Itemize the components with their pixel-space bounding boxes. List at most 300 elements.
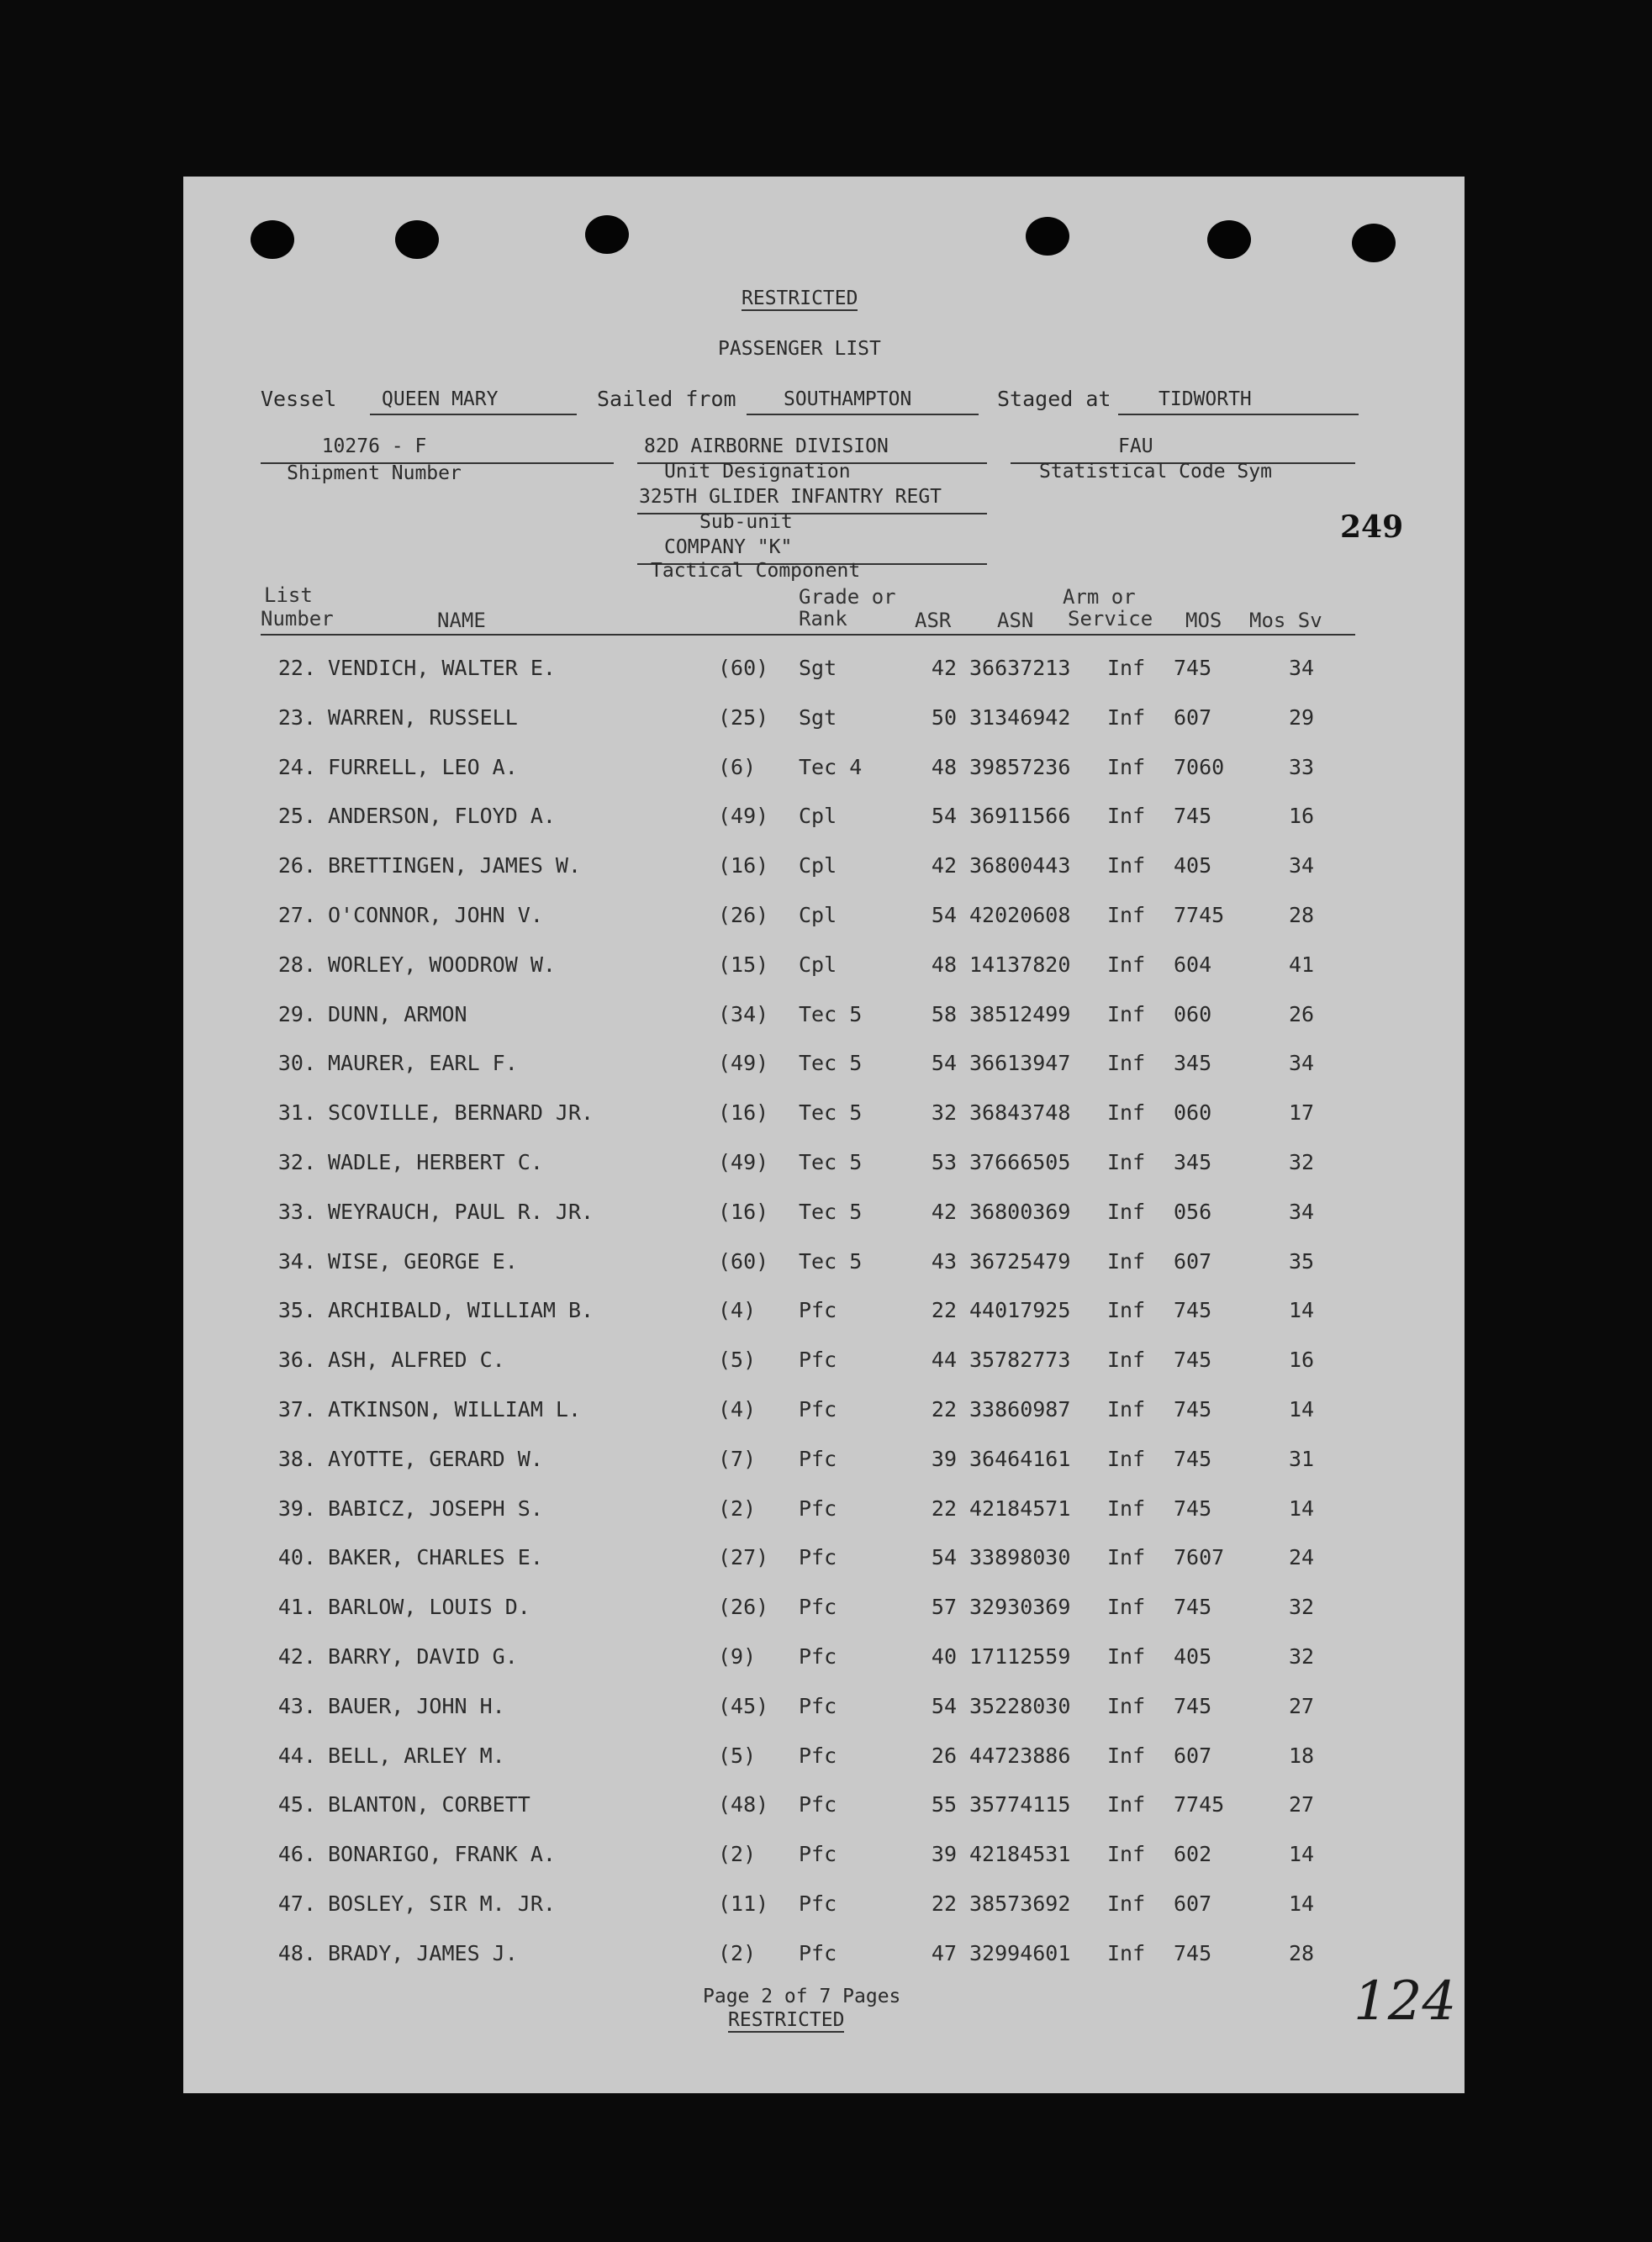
asr: 54 [931, 1545, 957, 1570]
mos-sv: 33 [1288, 754, 1315, 779]
col-grade-line2: Rank [799, 607, 847, 630]
table-row [183, 1496, 1465, 1530]
list-number: 22. [277, 656, 316, 680]
passenger-name: WISE, GEORGE E. [328, 1248, 518, 1274]
mos-sv: 34 [1288, 1051, 1315, 1076]
mos-sv: 35 [1288, 1248, 1315, 1274]
parenthetical-number: (60) [718, 1248, 769, 1274]
table-row [183, 853, 1465, 887]
table-row [183, 1743, 1465, 1777]
grade: Tec 5 [799, 1150, 863, 1174]
asn: 36843748 [969, 1100, 1071, 1126]
arm-or-service: Inf [1107, 1001, 1146, 1026]
list-number: 31. [277, 1100, 316, 1126]
mos: 604 [1174, 952, 1212, 977]
passenger-name: O'CONNOR, JOHN V. [328, 903, 543, 927]
list-number: 29. [277, 1001, 316, 1026]
stamped-page-number: 249 [1340, 509, 1404, 545]
asn: 36613947 [969, 1051, 1071, 1076]
asr: 42 [931, 1199, 957, 1224]
arm-or-service: Inf [1107, 1940, 1146, 1965]
asn: 38573692 [969, 1891, 1071, 1916]
table-row [183, 903, 1465, 936]
mos-sv: 28 [1288, 903, 1315, 927]
passenger-name: BLANTON, CORBETT [328, 1792, 530, 1817]
punch-hole [585, 215, 629, 254]
mos-sv: 31 [1288, 1446, 1315, 1471]
arm-or-service: Inf [1107, 1743, 1146, 1768]
asn: 42184571 [969, 1496, 1071, 1521]
punch-hole [251, 220, 294, 259]
sailed-from-label: Sailed from [597, 387, 736, 411]
mos-sv: 16 [1288, 804, 1315, 829]
asr: 42 [931, 656, 957, 680]
list-number: 38. [277, 1446, 316, 1471]
mos-sv: 29 [1288, 704, 1315, 730]
mos: 345 [1174, 1150, 1212, 1174]
arm-or-service: Inf [1107, 1446, 1146, 1471]
parenthetical-number: (60) [718, 656, 769, 680]
mos: 405 [1174, 1644, 1212, 1669]
arm-or-service: Inf [1107, 1100, 1146, 1126]
passenger-name: BELL, ARLEY M. [328, 1743, 505, 1768]
table-row [183, 1447, 1465, 1480]
asn: 35228030 [969, 1693, 1071, 1718]
mos-sv: 17 [1288, 1100, 1315, 1126]
arm-or-service: Inf [1107, 1248, 1146, 1274]
asr: 54 [931, 1693, 957, 1718]
grade: Sgt [799, 656, 837, 680]
arm-or-service: Inf [1107, 1693, 1146, 1718]
arm-or-service: Inf [1107, 1792, 1146, 1817]
list-number: 45. [277, 1792, 316, 1817]
table-row [183, 1348, 1465, 1381]
mos: 056 [1174, 1199, 1212, 1224]
asr: 44 [931, 1348, 957, 1373]
table-row [183, 1100, 1465, 1134]
asn: 36637213 [969, 656, 1071, 680]
mos-sv: 41 [1288, 952, 1315, 977]
arm-or-service: Inf [1107, 1842, 1146, 1867]
parenthetical-number: (25) [718, 704, 769, 730]
mos: 060 [1174, 1001, 1212, 1026]
asr: 58 [931, 1001, 957, 1026]
arm-or-service: Inf [1107, 1595, 1146, 1620]
asr: 22 [931, 1298, 957, 1323]
parenthetical-number: (5) [718, 1743, 757, 1768]
table-row [183, 1002, 1465, 1036]
table-row [183, 1694, 1465, 1728]
table-row [183, 1200, 1465, 1233]
mos: 745 [1174, 1397, 1212, 1422]
sailed-from-value: SOUTHAMPTON [784, 388, 912, 410]
table-row [183, 1595, 1465, 1628]
mos-sv: 14 [1288, 1842, 1315, 1867]
parenthetical-number: (5) [718, 1348, 757, 1373]
col-list-number-line1: List [264, 583, 313, 607]
asn: 44017925 [969, 1298, 1071, 1323]
passenger-name: WORLEY, WOODROW W. [328, 952, 556, 977]
list-number: 36. [277, 1348, 316, 1373]
grade: Pfc [799, 1644, 837, 1669]
unit-designation: 82D AIRBORNE DIVISION [644, 435, 889, 457]
table-row [183, 1941, 1465, 1975]
asn: 38512499 [969, 1001, 1071, 1026]
grade: Cpl [799, 853, 837, 878]
asn: 39857236 [969, 754, 1071, 779]
grade: Cpl [799, 952, 837, 977]
grade: Tec 5 [799, 1248, 863, 1274]
list-number: 44. [277, 1743, 316, 1768]
asr: 57 [931, 1595, 957, 1620]
passenger-name: VENDICH, WALTER E. [328, 656, 556, 680]
passenger-name: MAURER, EARL F. [328, 1051, 518, 1076]
asr: 48 [931, 952, 957, 977]
arm-or-service: Inf [1107, 1891, 1146, 1916]
passenger-name: BARLOW, LOUIS D. [328, 1595, 530, 1620]
list-number: 40. [277, 1545, 316, 1570]
document-page [183, 177, 1465, 2093]
staged-at-label: Staged at [997, 387, 1111, 411]
list-number: 35. [277, 1298, 316, 1323]
table-row [183, 1792, 1465, 1826]
grade: Pfc [799, 1940, 837, 1965]
col-mos: MOS [1185, 609, 1222, 632]
asr: 22 [931, 1891, 957, 1916]
mos-sv: 34 [1288, 853, 1315, 878]
staged-at-underline [1118, 414, 1359, 415]
mos-sv: 34 [1288, 1199, 1315, 1224]
table-row [183, 1397, 1465, 1431]
mos: 607 [1174, 1248, 1212, 1274]
asr: 40 [931, 1644, 957, 1669]
asr: 54 [931, 903, 957, 927]
asn: 17112559 [969, 1644, 1071, 1669]
passenger-name: WARREN, RUSSELL [328, 704, 518, 730]
asn: 33860987 [969, 1397, 1071, 1422]
sub-unit: 325TH GLIDER INFANTRY REGT [639, 486, 942, 508]
vessel-value: QUEEN MARY [382, 388, 499, 410]
asn: 42020608 [969, 903, 1071, 927]
passenger-name: ASH, ALFRED C. [328, 1348, 505, 1373]
classification-bottom: RESTRICTED [728, 2009, 845, 2031]
passenger-name: BAKER, CHARLES E. [328, 1545, 543, 1570]
asr: 48 [931, 754, 957, 779]
asr: 32 [931, 1100, 957, 1126]
asr: 26 [931, 1743, 957, 1768]
mos-sv: 14 [1288, 1891, 1315, 1916]
parenthetical-number: (7) [718, 1446, 757, 1471]
mos: 602 [1174, 1842, 1212, 1867]
grade: Pfc [799, 1496, 837, 1521]
mos: 745 [1174, 656, 1212, 680]
asr: 39 [931, 1842, 957, 1867]
parenthetical-number: (2) [718, 1842, 757, 1867]
asr: 47 [931, 1940, 957, 1965]
mos-sv: 16 [1288, 1348, 1315, 1373]
list-number: 46. [277, 1842, 316, 1867]
asn: 37666505 [969, 1150, 1071, 1174]
col-asr: ASR [915, 609, 952, 632]
asr: 39 [931, 1446, 957, 1471]
col-list-number-line2: Number [261, 607, 334, 630]
asr: 50 [931, 704, 957, 730]
grade: Pfc [799, 1792, 837, 1817]
grade: Sgt [799, 704, 837, 730]
list-number: 33. [277, 1199, 316, 1224]
punch-hole [1352, 224, 1396, 262]
passenger-name: WEYRAUCH, PAUL R. JR. [328, 1199, 594, 1224]
list-number: 27. [277, 903, 316, 927]
col-grade-line1: Grade or [799, 585, 896, 609]
parenthetical-number: (49) [718, 804, 769, 829]
table-row [183, 1298, 1465, 1332]
arm-or-service: Inf [1107, 656, 1146, 680]
list-number: 30. [277, 1051, 316, 1076]
list-number: 32. [277, 1150, 316, 1174]
list-number: 37. [277, 1397, 316, 1422]
grade: Pfc [799, 1595, 837, 1620]
list-number: 47. [277, 1891, 316, 1916]
grade: Tec 5 [799, 1001, 863, 1026]
document-title: PASSENGER LIST [718, 338, 881, 360]
grade: Tec 5 [799, 1051, 863, 1076]
table-row [183, 952, 1465, 986]
mos-sv: 32 [1288, 1595, 1315, 1620]
mos: 745 [1174, 1693, 1212, 1718]
mos: 745 [1174, 1298, 1212, 1323]
asn: 44723886 [969, 1743, 1071, 1768]
shipment-number-label: Shipment Number [287, 462, 462, 484]
asn: 36725479 [969, 1248, 1071, 1274]
table-row [183, 804, 1465, 837]
table-row [183, 1249, 1465, 1283]
passenger-name: FURRELL, LEO A. [328, 754, 518, 779]
table-row [183, 1051, 1465, 1084]
col-mos-sv: Mos Sv [1249, 609, 1322, 632]
asn: 36911566 [969, 804, 1071, 829]
mos-sv: 26 [1288, 1001, 1315, 1026]
parenthetical-number: (34) [718, 1001, 769, 1026]
asr: 22 [931, 1496, 957, 1521]
list-number: 48. [277, 1940, 316, 1965]
unit-designation-label: Unit Designation [664, 461, 851, 483]
asr: 22 [931, 1397, 957, 1422]
mos: 7745 [1174, 1792, 1225, 1817]
list-number: 23. [277, 704, 316, 730]
asn: 36800443 [969, 853, 1071, 878]
passenger-name: AYOTTE, GERARD W. [328, 1446, 543, 1471]
table-row [183, 755, 1465, 789]
mos-sv: 27 [1288, 1792, 1315, 1817]
mos-sv: 14 [1288, 1298, 1315, 1323]
mos-sv: 24 [1288, 1545, 1315, 1570]
arm-or-service: Inf [1107, 704, 1146, 730]
mos: 745 [1174, 804, 1212, 829]
passenger-name: BABICZ, JOSEPH S. [328, 1496, 543, 1521]
asn: 14137820 [969, 952, 1071, 977]
mos: 7060 [1174, 754, 1225, 779]
asr: 54 [931, 1051, 957, 1076]
sailed-from-underline [747, 414, 979, 415]
mos-sv: 32 [1288, 1644, 1315, 1669]
arm-or-service: Inf [1107, 1199, 1146, 1224]
sub-unit-label: Sub-unit [699, 511, 793, 533]
grade: Pfc [799, 1446, 837, 1471]
mos-sv: 14 [1288, 1496, 1315, 1521]
list-number: 39. [277, 1496, 316, 1521]
arm-or-service: Inf [1107, 804, 1146, 829]
punch-hole [1026, 217, 1069, 256]
grade: Pfc [799, 1545, 837, 1570]
parenthetical-number: (6) [718, 754, 757, 779]
mos-sv: 28 [1288, 1940, 1315, 1965]
arm-or-service: Inf [1107, 1644, 1146, 1669]
arm-or-service: Inf [1107, 754, 1146, 779]
asn: 32994601 [969, 1940, 1071, 1965]
asr: 43 [931, 1248, 957, 1274]
parenthetical-number: (16) [718, 853, 769, 878]
passenger-name: BOSLEY, SIR M. JR. [328, 1891, 556, 1916]
grade: Pfc [799, 1348, 837, 1373]
mos: 060 [1174, 1100, 1212, 1126]
list-number: 43. [277, 1693, 316, 1718]
mos: 607 [1174, 1743, 1212, 1768]
asn: 35782773 [969, 1348, 1071, 1373]
table-row [183, 1644, 1465, 1678]
grade: Pfc [799, 1397, 837, 1422]
vessel-underline [370, 414, 577, 415]
mos-sv: 14 [1288, 1397, 1315, 1422]
arm-or-service: Inf [1107, 903, 1146, 927]
parenthetical-number: (49) [718, 1150, 769, 1174]
list-number: 42. [277, 1644, 316, 1669]
parenthetical-number: (16) [718, 1199, 769, 1224]
list-number: 26. [277, 853, 316, 878]
shipment-number: 10276 - F [321, 435, 427, 457]
arm-or-service: Inf [1107, 1545, 1146, 1570]
list-number: 34. [277, 1248, 316, 1274]
col-arm-line1: Arm or [1063, 585, 1136, 609]
passenger-name: DUNN, ARMON [328, 1001, 467, 1026]
asn: 33898030 [969, 1545, 1071, 1570]
grade: Pfc [799, 1891, 837, 1916]
page-indicator: Page 2 of 7 Pages [703, 1986, 901, 2007]
table-row [183, 1891, 1465, 1925]
passenger-name: ANDERSON, FLOYD A. [328, 804, 556, 829]
parenthetical-number: (2) [718, 1496, 757, 1521]
table-row [183, 1842, 1465, 1875]
table-row [183, 1545, 1465, 1579]
arm-or-service: Inf [1107, 952, 1146, 977]
asr: 54 [931, 804, 957, 829]
arm-or-service: Inf [1107, 1051, 1146, 1076]
arm-or-service: Inf [1107, 1397, 1146, 1422]
list-number: 41. [277, 1595, 316, 1620]
grade: Tec 4 [799, 754, 863, 779]
punch-hole [395, 220, 439, 259]
passenger-name: ATKINSON, WILLIAM L. [328, 1397, 582, 1422]
asn: 36800369 [969, 1199, 1071, 1224]
classification-top: RESTRICTED [742, 288, 858, 309]
passenger-name: BAUER, JOHN H. [328, 1693, 505, 1718]
arm-or-service: Inf [1107, 1348, 1146, 1373]
passenger-name: ARCHIBALD, WILLIAM B. [328, 1298, 594, 1323]
col-name: NAME [437, 609, 486, 632]
tactical-component-label: Tactical Component [651, 560, 861, 582]
parenthetical-number: (2) [718, 1940, 757, 1965]
parenthetical-number: (11) [718, 1891, 769, 1916]
col-arm-line2: Service [1068, 607, 1153, 630]
parenthetical-number: (45) [718, 1693, 769, 1718]
mos-sv: 32 [1288, 1150, 1315, 1174]
asn: 32930369 [969, 1595, 1071, 1620]
parenthetical-number: (4) [718, 1298, 757, 1323]
mos: 7745 [1174, 903, 1225, 927]
parenthetical-number: (16) [718, 1100, 769, 1126]
list-number: 24. [277, 754, 316, 779]
parenthetical-number: (27) [718, 1545, 769, 1570]
table-row [183, 1150, 1465, 1184]
passenger-name: BRETTINGEN, JAMES W. [328, 853, 582, 878]
mos: 405 [1174, 853, 1212, 878]
passenger-name: SCOVILLE, BERNARD JR. [328, 1100, 594, 1126]
mos-sv: 34 [1288, 656, 1315, 680]
mos: 745 [1174, 1595, 1212, 1620]
parenthetical-number: (26) [718, 903, 769, 927]
table-row [183, 656, 1465, 689]
arm-or-service: Inf [1107, 1150, 1146, 1174]
mos: 607 [1174, 704, 1212, 730]
parenthetical-number: (9) [718, 1644, 757, 1669]
sub-unit-underline [637, 513, 987, 514]
tactical-component: COMPANY "K" [664, 536, 793, 558]
passenger-name: WADLE, HERBERT C. [328, 1150, 543, 1174]
grade: Tec 5 [799, 1100, 863, 1126]
asr: 53 [931, 1150, 957, 1174]
grade: Cpl [799, 804, 837, 829]
asn: 31346942 [969, 704, 1071, 730]
arm-or-service: Inf [1107, 1496, 1146, 1521]
passenger-name: BARRY, DAVID G. [328, 1644, 518, 1669]
table-row [183, 705, 1465, 739]
grade: Cpl [799, 903, 837, 927]
mos: 607 [1174, 1891, 1212, 1916]
mos: 745 [1174, 1940, 1212, 1965]
header-rule [261, 634, 1355, 636]
mos: 745 [1174, 1446, 1212, 1471]
asn: 42184531 [969, 1842, 1071, 1867]
grade: Pfc [799, 1743, 837, 1768]
grade: Pfc [799, 1298, 837, 1323]
parenthetical-number: (15) [718, 952, 769, 977]
vessel-label: Vessel [261, 387, 337, 411]
staged-at-value: TIDWORTH [1159, 388, 1252, 410]
mos-sv: 18 [1288, 1743, 1315, 1768]
grade: Pfc [799, 1693, 837, 1718]
parenthetical-number: (26) [718, 1595, 769, 1620]
grade: Tec 5 [799, 1199, 863, 1224]
asn: 35774115 [969, 1792, 1071, 1817]
statistical-code: FAU [1118, 435, 1153, 457]
mos: 7607 [1174, 1545, 1225, 1570]
mos: 745 [1174, 1496, 1212, 1521]
mos: 745 [1174, 1348, 1212, 1373]
mos-sv: 27 [1288, 1693, 1315, 1718]
col-asn: ASN [997, 609, 1034, 632]
asn: 36464161 [969, 1446, 1071, 1471]
passenger-name: BRADY, JAMES J. [328, 1940, 518, 1965]
